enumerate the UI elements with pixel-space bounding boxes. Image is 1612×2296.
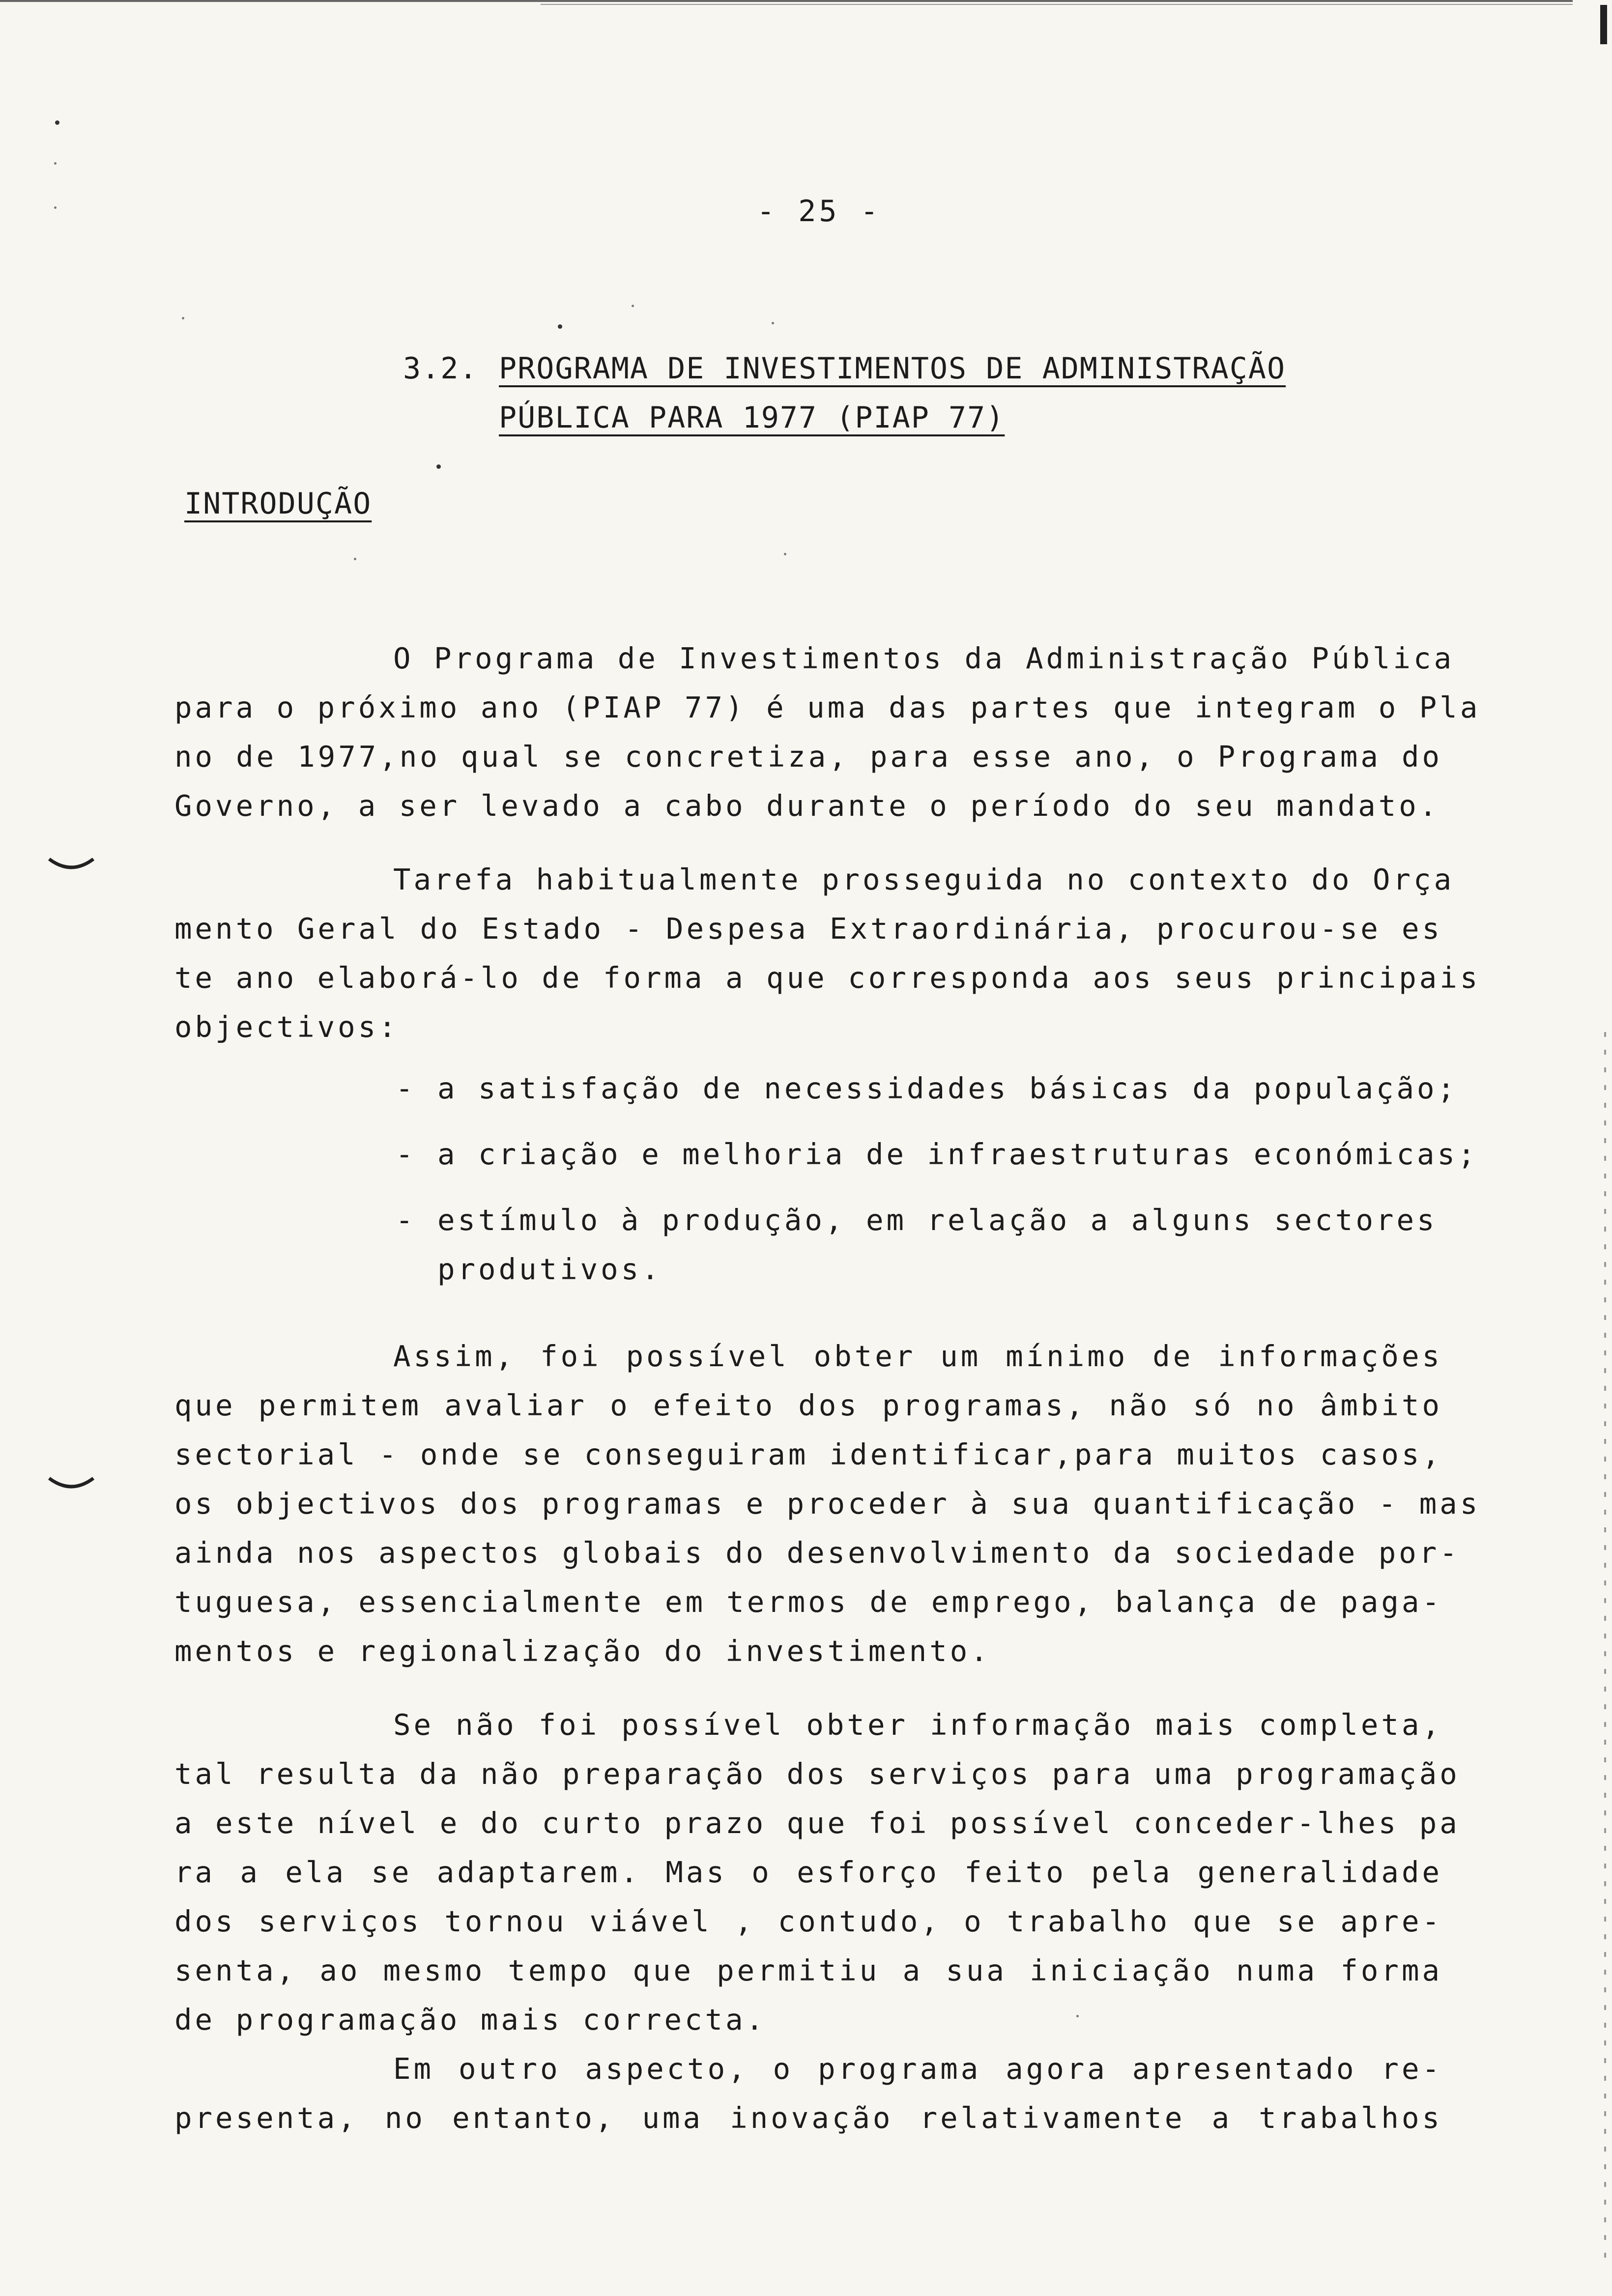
text-line: tal resulta da não preparação dos serviços para uma programação (174, 1757, 1460, 1791)
objectives-list (396, 1064, 1478, 1311)
text-line: Governo, a ser levado a cabo durante o período do seu mandato. (174, 789, 1440, 823)
text-line: Assim, foi possível obter um mínimo de informações (393, 1339, 1442, 1373)
scan-speck (784, 553, 786, 555)
scan-corner-mark (1600, 5, 1607, 44)
bullet-dash: - (396, 1137, 416, 1171)
scan-top-edge (0, 0, 1573, 2)
list-item (396, 1130, 1478, 1179)
subsection-title: INTRODUÇÃO (184, 487, 372, 521)
bullet-dash: - (396, 1203, 416, 1237)
paragraph (174, 1700, 1460, 2044)
page-number: - 25 - (757, 194, 881, 229)
text-line: estímulo à produção, em relação a alguns sectores (437, 1203, 1438, 1237)
text-line: a este nível e do curto prazo que foi possível conceder-lhes pa (174, 1806, 1460, 1840)
text-line: de programação mais correcta. (174, 2003, 767, 2037)
paragraph (174, 855, 1481, 1052)
text-line: O Programa de Investimentos da Administração Pública (393, 641, 1455, 675)
text-line: Se não foi possível obter informação mais completa, (393, 1708, 1442, 1742)
text-line: te ano elaborá-lo de forma a que corresponda aos seus principais (174, 961, 1481, 995)
text-line: objectivos: (174, 1010, 399, 1044)
text-line: ra a ela se adaptarem. Mas o esforço feito pela generalidade (174, 1855, 1442, 1889)
scan-speck (558, 324, 562, 329)
section-title-line-1: PROGRAMA DE INVESTIMENTOS DE ADMINISTRAÇÃO (499, 351, 1286, 386)
paragraph (174, 1332, 1481, 1676)
text-line: que permitem avaliar o efeito dos programas, não só no âmbito (174, 1388, 1442, 1422)
list-item (396, 1064, 1458, 1113)
text-line: a criação e melhoria de infraestruturas económicas; (437, 1137, 1478, 1171)
text-line: Em outro aspecto, o programa agora apresentado re- (393, 2052, 1442, 2086)
text-line: Tarefa habitualmente prosseguida no contexto do Orça (393, 862, 1455, 896)
section-heading (403, 344, 1286, 442)
text-line: dos serviços tornou viável , contudo, o trabalho que se apre- (174, 1904, 1442, 1938)
scan-speck (354, 558, 356, 560)
text-line: a satisfação de necessidades básicas da população; (437, 1071, 1458, 1105)
paragraph (174, 634, 1481, 831)
scan-speck (436, 464, 441, 469)
paragraph (174, 2044, 1442, 2143)
scan-right-edge (1604, 1032, 1606, 2261)
bullet-dash: - (396, 1071, 416, 1105)
scan-speck (182, 317, 184, 319)
scan-speck (54, 206, 57, 209)
text-line: mento Geral do Estado - Despesa Extraordinária, procurou-se es (174, 912, 1442, 946)
text-line: produtivos. (437, 1252, 662, 1286)
text-line: presenta, no entanto, uma inovação relativamente a trabalhos (174, 2101, 1442, 2135)
text-line: no de 1977,no qual se concretiza, para esse ano, o Programa do (174, 740, 1442, 774)
text-line: ainda nos aspectos globais do desenvolvimento da sociedade por- (174, 1536, 1460, 1570)
text-line: os objectivos dos programas e proceder à sua quantificação - mas (174, 1487, 1481, 1521)
text-line: para o próximo ano (PIAP 77) é uma das partes que integram o Pla (174, 690, 1481, 724)
scan-speck (54, 162, 57, 165)
text-line: mentos e regionalização do investimento. (174, 1634, 991, 1668)
text-line: sectorial - onde se conseguiram identificar,para muitos casos, (174, 1437, 1442, 1471)
scan-speck (772, 322, 774, 324)
scan-speck (632, 305, 634, 307)
section-title-line-2: PÚBLICA PARA 1977 (PIAP 77) (499, 401, 1005, 435)
scan-speck (55, 120, 59, 125)
punch-hole-mark (47, 1474, 96, 1494)
text-line: senta, ao mesmo tempo que permitiu a sua iniciação numa forma (174, 1953, 1442, 1987)
scan-top-edge-secondary (541, 4, 1573, 5)
list-item (396, 1196, 1452, 1294)
punch-hole-mark (47, 855, 96, 875)
text-line: tuguesa, essencialmente em termos de emprego, balança de paga- (174, 1585, 1442, 1619)
section-number: 3.2. (403, 351, 478, 386)
